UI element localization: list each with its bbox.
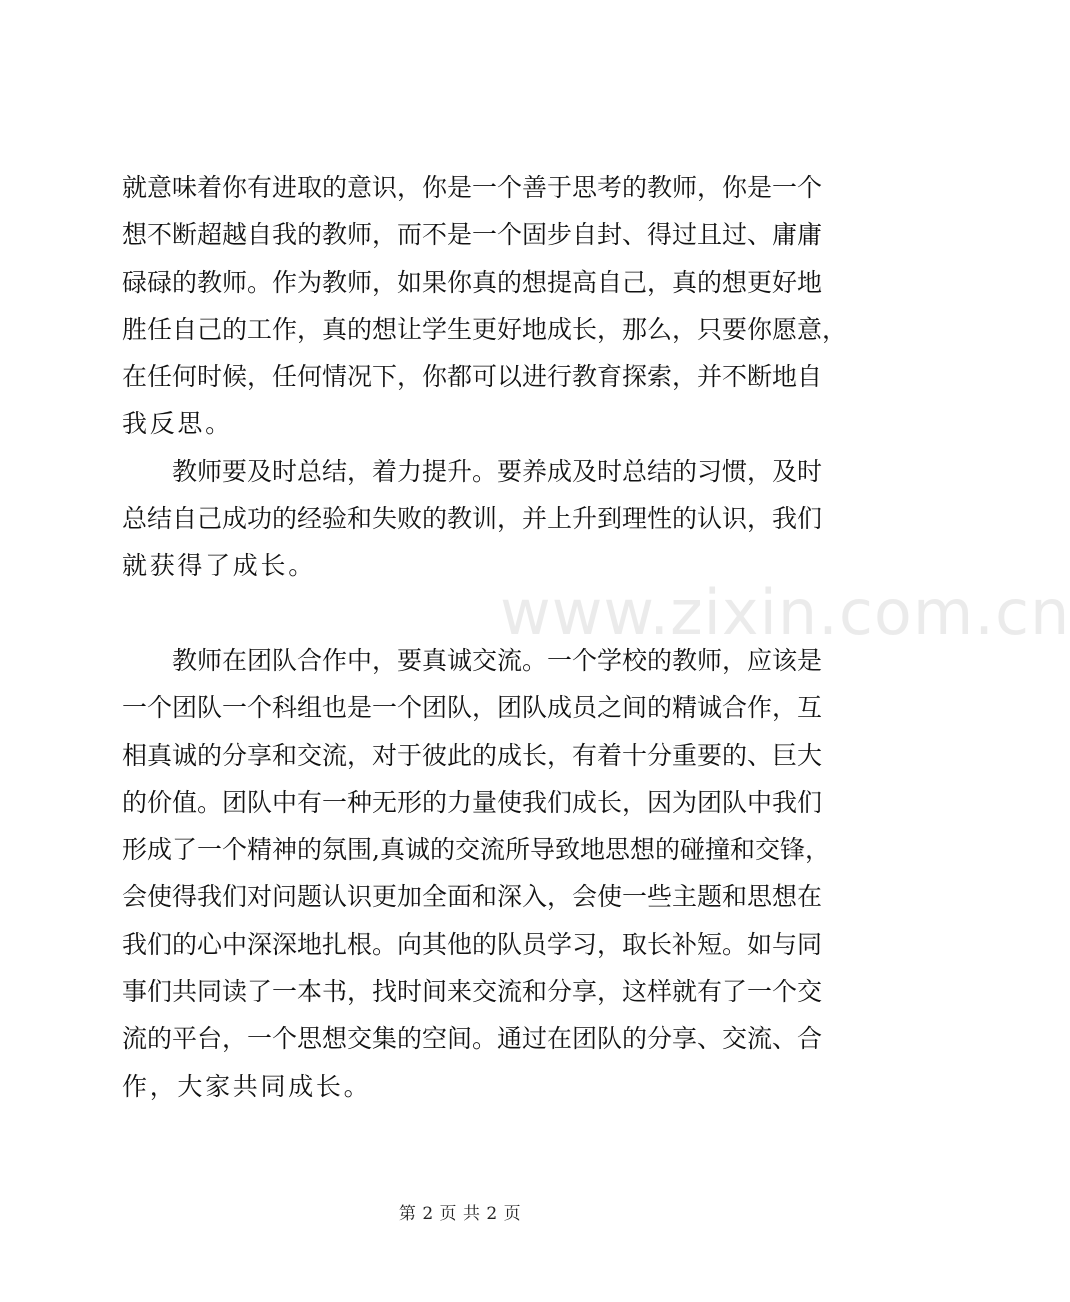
paragraph-line: 一个团队一个科组也是一个团队，团队成员之间的精诚合作，互 <box>122 693 823 723</box>
paragraph-line: 在任何时候，任何情况下，你都可以进行教育探索，并不断地自 <box>122 362 823 392</box>
paragraph-line: 我们的心中深深地扎根。向其他的队员学习，取长补短。如与同 <box>122 929 823 959</box>
paragraph-line: 作，大家共同成长。 <box>122 1071 372 1101</box>
page-number-footer: 第 2 页 共 2 页 <box>398 1204 522 1224</box>
paragraph-line: 会使得我们对问题认识更加全面和深入，会使一些主题和思想在 <box>122 882 823 912</box>
paragraph-line: 就获得了成长。 <box>122 551 316 581</box>
paragraph-line: 教师在团队合作中，要真诚交流。一个学校的教师，应该是 <box>172 645 823 675</box>
section-heading <box>122 590 806 637</box>
body-text <box>122 164 848 1110</box>
paragraph-line: 胜任自己的工作，真的想让学生更好地成长，那么，只要你愿意， <box>122 314 848 344</box>
paragraph-line: 教师要及时总结，着力提升。要养成及时总结的习惯，及时 <box>172 456 823 486</box>
watermark: www.zixin.com.cn <box>500 576 1070 649</box>
paragraph-line: 的价值。团队中有一种无形的力量使我们成长，因为团队中我们 <box>122 787 823 817</box>
paragraph-line: 总结自己成功的经验和失败的教训，并上升到理性的认识，我们 <box>122 504 823 534</box>
paragraph-line: 流的平台，一个思想交集的空间。通过在团队的分享、交流、合 <box>122 1024 823 1054</box>
paragraph-line: 我反思。 <box>122 409 233 439</box>
paragraph-line: 就意味着你有进取的意识，你是一个善于思考的教师，你是一个 <box>122 173 823 202</box>
paragraph-line: 想不断超越自我的教师，而不是一个固步自封、得过且过、庸庸 <box>122 220 823 250</box>
paragraph-line: 事们共同读了一本书，找时间来交流和分享，这样就有了一个交 <box>122 977 823 1007</box>
paragraph-line: 相真诚的分享和交流，对于彼此的成长，有着十分重要的、巨大 <box>122 740 823 770</box>
paragraph-line: 碌碌的教师。作为教师，如果你真的想提高自己，真的想更好地 <box>122 267 823 297</box>
paragraph-line: 形成了一个精神的氛围,真诚的交流所导致地思想的碰撞和交锋， <box>122 835 830 865</box>
